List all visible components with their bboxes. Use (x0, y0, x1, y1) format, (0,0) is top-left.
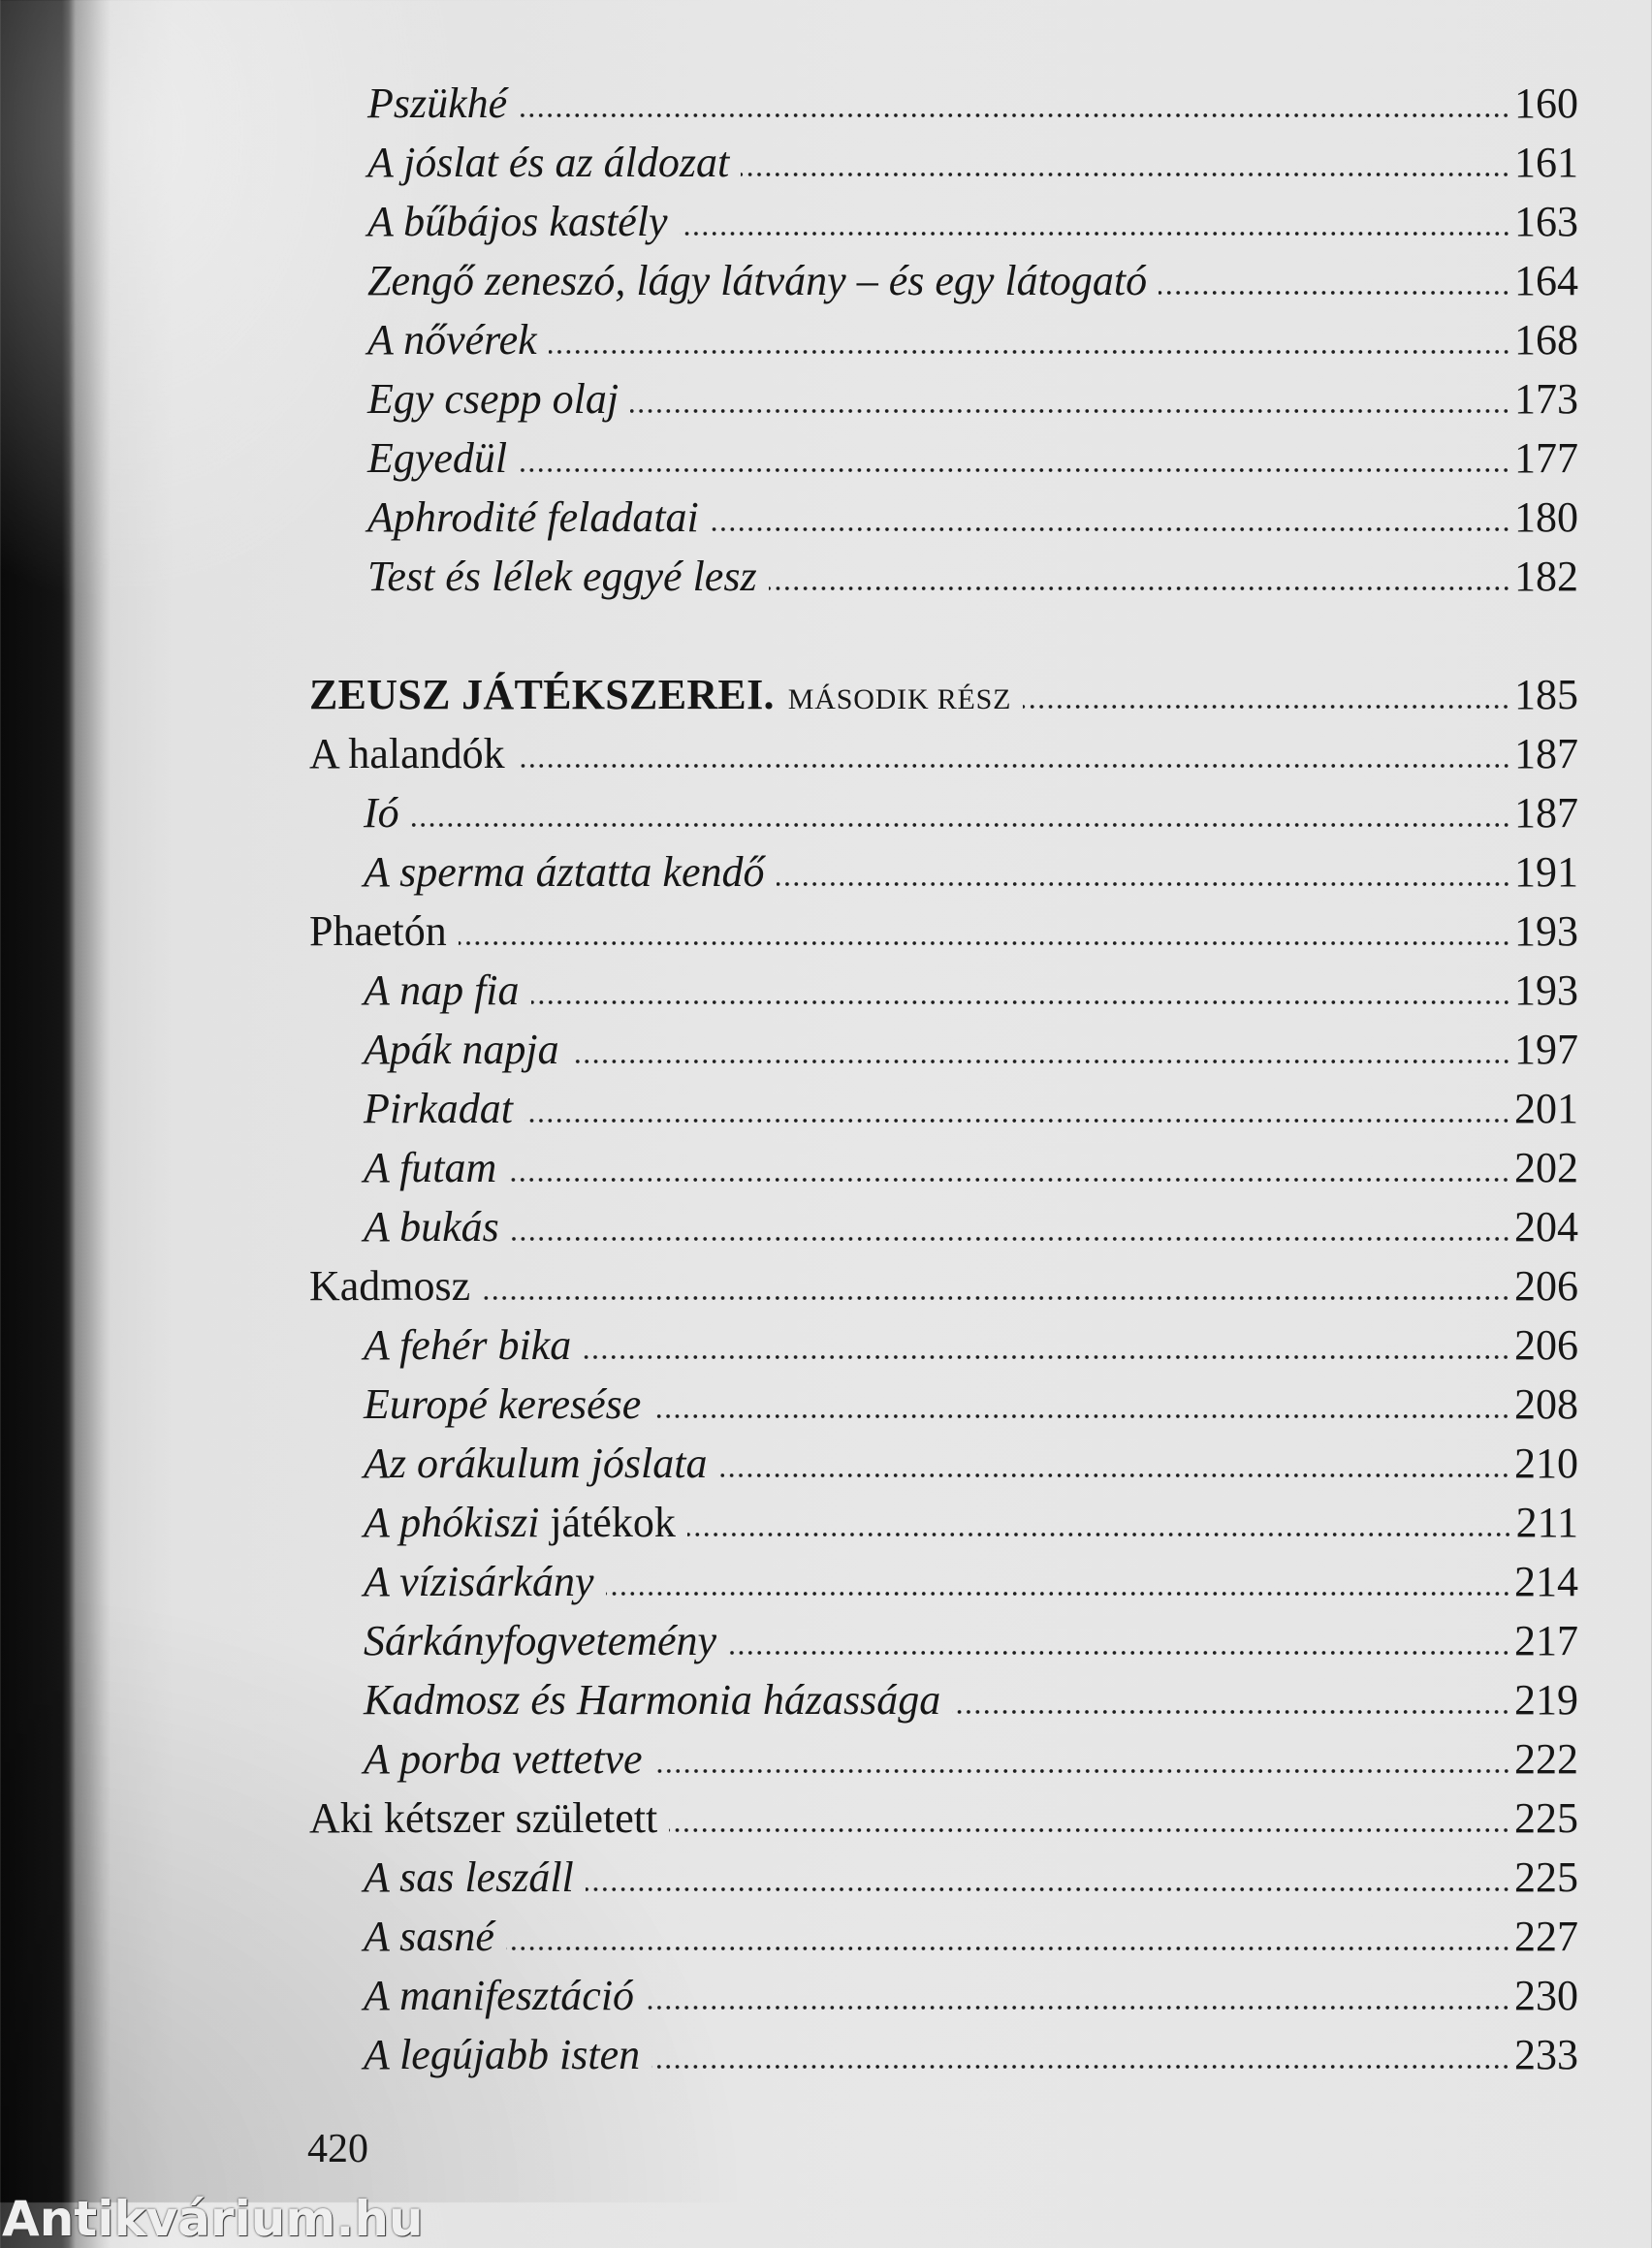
toc-entry (309, 488, 1578, 547)
dot-leader (669, 1828, 1510, 1832)
toc-entry-title: A sas leszáll (364, 1853, 574, 1901)
toc-entry-page: 214 (1514, 1558, 1578, 1605)
toc-entry (309, 842, 1578, 902)
toc-entry-title: A nővérek (367, 316, 537, 364)
toc-entry-page: 161 (1514, 139, 1578, 186)
toc-entry-page: 206 (1514, 1321, 1578, 1369)
toc-entry-title-italic: A phókiszi (364, 1499, 540, 1546)
toc-entry-title: Ió (364, 789, 399, 837)
toc-entry-page: 173 (1514, 375, 1578, 423)
dot-leader (571, 1060, 1510, 1063)
dot-leader (952, 1710, 1510, 1714)
toc-entry-page: 222 (1514, 1735, 1578, 1783)
toc-entry-title: A bűbájos kastély (367, 198, 668, 245)
toc-entry-title: A sperma áztatta kendő (364, 848, 765, 896)
toc-entry-title: Zengő zeneszó, lágy látvány – és egy látogató (367, 257, 1148, 304)
toc-entry-page: 177 (1514, 434, 1578, 482)
dot-leader (630, 409, 1510, 413)
dot-leader (687, 1533, 1512, 1536)
dot-leader (519, 468, 1510, 472)
toc-entry-title: Apák napja (364, 1026, 559, 1073)
dot-leader (606, 1592, 1511, 1596)
toc-entry-page: 208 (1514, 1380, 1578, 1428)
dot-leader (549, 350, 1510, 354)
chapter-title: Kadmosz (309, 1262, 471, 1310)
toc-entry-page: 202 (1514, 1144, 1578, 1191)
toc-entry-title: A futam (364, 1144, 497, 1191)
toc-entry (309, 547, 1578, 606)
part-title: ZEUSZ JÁTÉKSZEREI. (309, 671, 775, 718)
toc-entry (309, 1848, 1578, 1907)
toc-entry-title: Test és lélek eggyé lesz (367, 553, 757, 600)
toc-entry (309, 1020, 1578, 1079)
toc-entry-page: 193 (1514, 966, 1578, 1014)
dot-leader (583, 1355, 1510, 1359)
toc-entry (309, 1611, 1578, 1670)
dot-leader (531, 1000, 1510, 1004)
toc-entry-title: A fehér bika (364, 1321, 572, 1369)
toc-entry-page: 160 (1514, 79, 1578, 127)
dot-leader (506, 1947, 1510, 1950)
toc-entry-title: A porba vettetve (364, 1735, 643, 1783)
dot-leader (654, 1769, 1510, 1773)
toc-entry-page: 225 (1514, 1794, 1578, 1842)
toc-entry (309, 133, 1578, 192)
toc-entry-page: 197 (1514, 1026, 1578, 1073)
toc-entry-page: 163 (1514, 198, 1578, 245)
toc-entry-page: 185 (1514, 671, 1578, 718)
dot-leader (1159, 291, 1510, 295)
toc-entry-page: 206 (1514, 1262, 1578, 1310)
toc-entry (309, 1552, 1578, 1611)
toc-entry (309, 310, 1578, 369)
toc-entry-page: 217 (1514, 1617, 1578, 1664)
chapter-title: A halandók (309, 730, 505, 777)
toc-entry-page: 233 (1514, 2031, 1578, 2078)
toc-entry (309, 1197, 1578, 1256)
toc-entry-title: Pszükhé (367, 79, 508, 127)
toc-entry-title: A nap fia (364, 966, 520, 1014)
toc-entry-page: 193 (1514, 907, 1578, 955)
toc-entry-title: A sasné (364, 1913, 494, 1960)
toc-entry (309, 428, 1578, 488)
toc-entry-page: 187 (1514, 730, 1578, 777)
toc-entry (309, 1907, 1578, 1966)
toc-entry (309, 1315, 1578, 1375)
toc-entry (309, 1434, 1578, 1493)
toc-entry-page: 227 (1514, 1913, 1578, 1960)
dot-leader (680, 232, 1510, 236)
toc-chapter (309, 1789, 1578, 1848)
toc-entry-title: A jóslat és az áldozat (367, 139, 730, 186)
dot-leader (586, 1887, 1510, 1891)
toc-entry-page: 204 (1514, 1203, 1578, 1251)
toc-part-heading (309, 665, 1578, 724)
toc-entry (309, 1375, 1578, 1434)
dot-leader (652, 1414, 1510, 1418)
toc-entry (309, 1493, 1578, 1552)
toc-entry-title: A vízisárkány (364, 1558, 594, 1605)
toc-entry-page: 168 (1514, 316, 1578, 364)
toc-entry (309, 2025, 1578, 2084)
toc-entry (309, 1670, 1578, 1729)
dot-leader (1023, 705, 1510, 709)
toc-entry (309, 251, 1578, 310)
dot-leader (646, 2006, 1510, 2010)
toc-entry-title: Aphrodité feladatai (367, 493, 699, 541)
dot-leader (718, 1473, 1510, 1477)
toc-entry-page: 225 (1514, 1853, 1578, 1901)
toc-entry-title: Europé keresése (364, 1380, 642, 1428)
toc-entry-title: Egy csepp olaj (367, 375, 620, 423)
toc-entry-page: 164 (1514, 257, 1578, 304)
toc-entry-page: 182 (1514, 553, 1578, 600)
dot-leader (524, 1119, 1510, 1123)
toc-entry (309, 369, 1578, 428)
toc-entry-title: Kadmosz és Harmonia házassága (364, 1676, 941, 1724)
dot-leader (519, 113, 1510, 117)
dot-leader (711, 527, 1510, 531)
toc-entry-page: 191 (1514, 848, 1578, 896)
toc-chapter (309, 724, 1578, 783)
toc-entry-page: 219 (1514, 1676, 1578, 1724)
toc-chapter (309, 1256, 1578, 1315)
table-of-contents (309, 74, 1578, 2084)
toc-entry (309, 1138, 1578, 1197)
toc-entry-page: 211 (1515, 1499, 1578, 1546)
chapter-title: Aki kétszer született (309, 1794, 658, 1842)
toc-entry-title: A manifesztáció (364, 1972, 635, 2019)
toc-entry-title-roman: játékok (550, 1499, 676, 1546)
toc-entry-page: 230 (1514, 1972, 1578, 2019)
toc-entry (309, 783, 1578, 842)
toc-entry (309, 961, 1578, 1020)
watermark-text: Antikvárium.hu (2, 2191, 424, 2247)
dot-leader (517, 764, 1510, 768)
dot-leader (511, 1237, 1510, 1241)
toc-entry (309, 1966, 1578, 2025)
page-number: 420 (307, 2127, 368, 2171)
toc-entry-page: 180 (1514, 493, 1578, 541)
toc-entry (309, 192, 1578, 251)
dot-leader (728, 1651, 1510, 1655)
toc-entry-page: 187 (1514, 789, 1578, 837)
toc-entry-page: 210 (1514, 1440, 1578, 1487)
toc-entry (309, 1079, 1578, 1138)
part-subtitle: MÁSODIK RÉSZ (787, 683, 1012, 715)
toc-entry-page: 201 (1514, 1085, 1578, 1132)
toc-entry-title: Egyedül (367, 434, 508, 482)
watermark (0, 2187, 424, 2247)
dot-leader (508, 1178, 1510, 1182)
toc-entry-title: A legújabb isten (364, 2031, 641, 2078)
toc-chapter (309, 902, 1578, 961)
toc-entry-title: A bukás (364, 1203, 499, 1251)
toc-entry (309, 1729, 1578, 1789)
dot-leader (411, 823, 1510, 827)
dot-leader (769, 586, 1510, 590)
toc-entry-title: Az orákulum jóslata (364, 1440, 708, 1487)
dot-leader (651, 2065, 1510, 2069)
chapter-title: Phaetón (309, 907, 447, 955)
section-gap (309, 606, 1578, 665)
toc-entry-title: Sárkányfogvetemény (364, 1617, 717, 1664)
toc-entry (309, 74, 1578, 133)
dot-leader (482, 1296, 1510, 1300)
dot-leader (459, 941, 1510, 945)
dot-leader (741, 173, 1510, 176)
toc-entry-title: Pirkadat (364, 1085, 513, 1132)
dot-leader (777, 882, 1511, 886)
